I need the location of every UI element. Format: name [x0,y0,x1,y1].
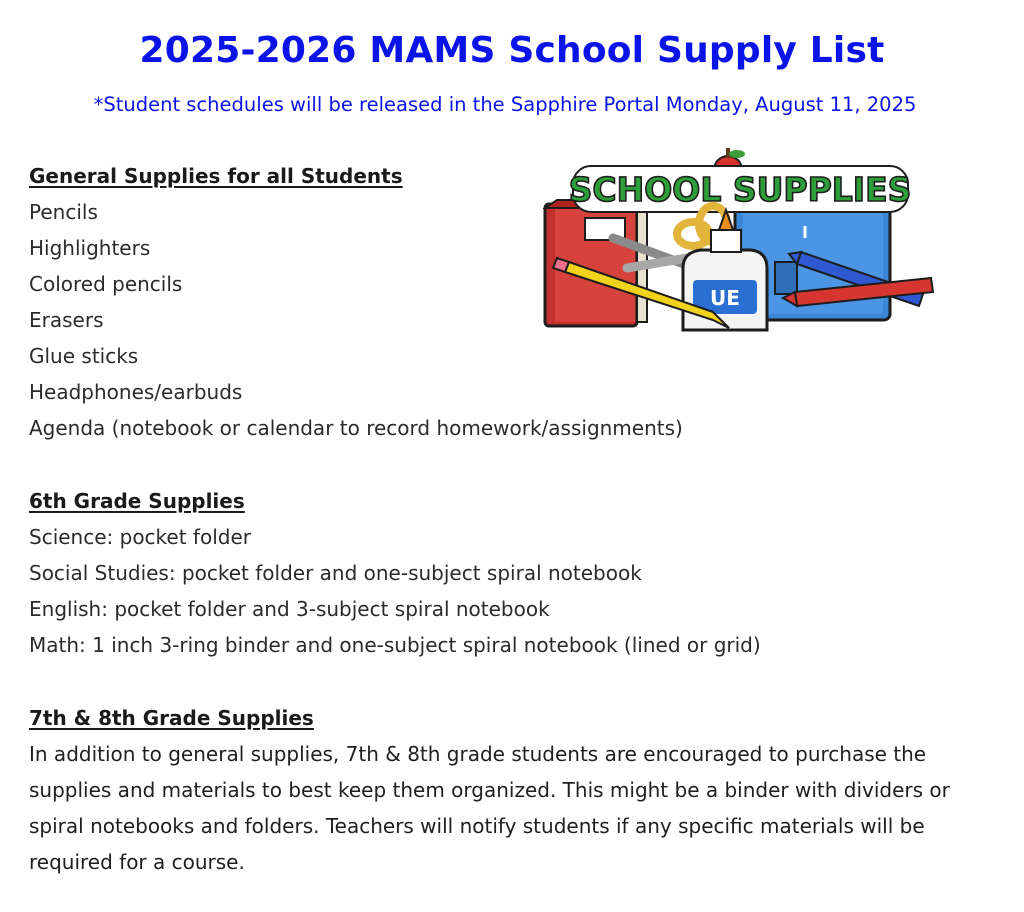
list-item: English: pocket folder and 3-subject spiral notebook [29,597,550,621]
banner-text: SCHOOL SUPPLIES [568,170,912,209]
seventh-eighth-grade-heading: 7th & 8th Grade Supplies [29,706,314,730]
list-item: Erasers [29,308,104,332]
list-item: Colored pencils [29,272,183,296]
list-item: Glue sticks [29,344,139,368]
general-supplies-heading: General Supplies for all Students [29,164,403,188]
page-title: 2025-2026 MAMS School Supply List [139,30,885,71]
list-item: Social Studies: pocket folder and one-subject spiral notebook [29,561,642,585]
list-item: Pencils [29,200,98,224]
list-item: Highlighters [29,236,151,260]
list-item: Science: pocket folder [29,525,251,549]
sixth-grade-heading: 6th Grade Supplies [29,489,245,513]
seventh-eighth-grade-section [29,700,999,880]
sixth-grade-section [29,483,999,663]
schedule-notice: *Student schedules will be released in the Sapphire Portal Monday, August 11, 2025 [93,93,917,116]
list-item: Math: 1 inch 3-ring binder and one-subject spiral notebook (lined or grid) [29,633,761,657]
seventh-eighth-grade-paragraph: In addition to general supplies, 7th & 8th grade students are encouraged to purchase the supplies and materials to best keep them organized. This might be a binder with dividers or spiral notebooks and folders. Teachers will notify students if any specific materials will be required for a course. [29,742,950,874]
list-item: Agenda (notebook or calendar to record homework/assignments) [29,416,683,440]
list-item: Headphones/earbuds [29,380,243,404]
general-supplies-section [29,158,999,446]
glue-label-text: UE [710,286,740,310]
